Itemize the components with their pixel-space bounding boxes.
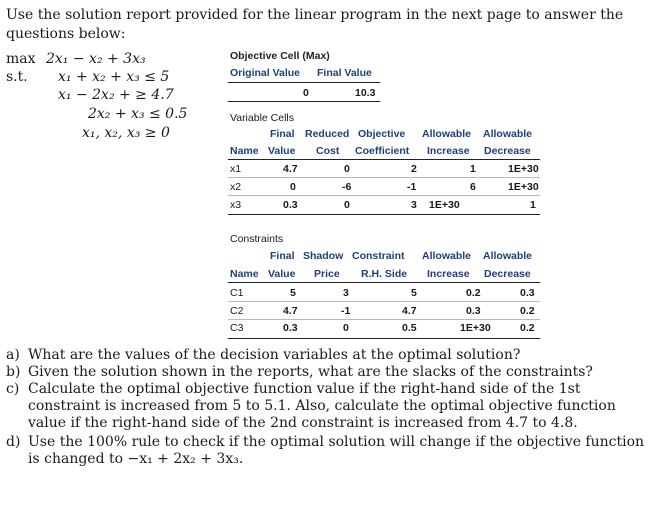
c-row-c1-rhs: 5 xyxy=(411,287,417,299)
vc-row-x2-dec: 1E+30 xyxy=(508,181,539,193)
c-row-c1-inc: 0.2 xyxy=(466,287,481,299)
question-c-text: Calculate the optimal objective function value if the right-hand side of the 1st constraint is increased from 5 to 5.1. Also, calculate the optimal objective function value if the right-hand side of the 2nd constraint is increased from 4.7 to 4.8. xyxy=(28,381,616,431)
c-row-c1-price: 3 xyxy=(343,287,349,299)
vc-row-x3-name: x3 xyxy=(230,199,242,211)
c-row-c2-rhs: 4.7 xyxy=(402,305,417,317)
vc-row-x1-inc: 1 xyxy=(470,163,476,175)
constraints-title: Constraints xyxy=(230,233,284,245)
c-header-final: Final xyxy=(270,250,295,262)
header-final-value: Final Value xyxy=(317,67,372,79)
c-row-rule xyxy=(228,301,540,302)
vc-header-name: Name xyxy=(230,145,259,157)
constraint-3: 2x₂ + x₃ ≤ 0.5 xyxy=(88,106,188,122)
c-header-name: Name xyxy=(230,268,259,280)
c-row-c3-value: 0.3 xyxy=(283,322,298,334)
c-header-allowable-2: Allowable xyxy=(483,250,533,262)
vc-header-decrease: Decrease xyxy=(484,145,531,157)
variable-cells-title: Variable Cells xyxy=(230,112,294,124)
c-header-increase: Increase xyxy=(427,268,470,280)
c-row-c3-rhs: 0.5 xyxy=(402,322,417,334)
c-row-c3-inc: 1E+30 xyxy=(460,322,491,334)
vc-header-objective: Objective xyxy=(358,128,406,140)
vc-header-final: Final xyxy=(270,128,295,140)
final-value-cell: 10.3 xyxy=(355,87,376,99)
vc-header-increase: Increase xyxy=(427,145,470,157)
c-row-c2-price: -1 xyxy=(341,305,351,317)
original-value-cell: 0 xyxy=(303,87,309,99)
c-header-shadow: Shadow xyxy=(303,250,344,262)
vc-header-coefficient: Coefficient xyxy=(355,145,410,157)
c-row-c2-name: C2 xyxy=(230,305,244,317)
c-row-c1-value: 5 xyxy=(290,287,296,299)
objective-cell-title: Objective Cell (Max) xyxy=(230,50,330,62)
vc-row-x1-name: x1 xyxy=(230,163,242,175)
c-row-c3-price: 0 xyxy=(343,322,349,334)
vc-row-x3-cost: 0 xyxy=(344,199,350,211)
vc-header-value: Value xyxy=(268,145,296,157)
vc-row-x3-value: 0.3 xyxy=(283,199,298,211)
c-row-c3-name: C3 xyxy=(230,322,244,334)
vc-row-x1-coef: 2 xyxy=(411,163,417,175)
question-b-label: b) xyxy=(6,364,21,380)
vc-row-x2-inc: 6 xyxy=(470,181,476,193)
question-d-label: d) xyxy=(6,434,21,450)
max-keyword: max xyxy=(6,51,36,67)
c-header-price: Price xyxy=(314,268,340,280)
vc-header-allowable-2: Allowable xyxy=(483,128,533,140)
subject-to-keyword: s.t. xyxy=(6,69,28,85)
vc-row-x3-coef: 3 xyxy=(411,199,417,211)
vc-row-rule xyxy=(228,177,540,178)
constraint-2: x₁ − 2x₂ + ≥ 4.7 xyxy=(58,87,174,103)
vc-header-reduced: Reduced xyxy=(305,128,350,140)
c-row-c1-dec: 0.3 xyxy=(520,287,535,299)
question-b-text: Given the solution shown in the reports, what are the slacks of the constraints? xyxy=(28,364,593,380)
vc-row-x1-value: 4.7 xyxy=(283,163,298,175)
c-row-c2-dec: 0.2 xyxy=(520,305,535,317)
vc-bottom-rule xyxy=(228,214,540,215)
question-d-text: Use the 100% rule to check if the optimal solution will change if the objective function is changed to −x₁ + 2x₂ + 3x₃. xyxy=(28,434,645,467)
c-header-decrease: Decrease xyxy=(484,268,531,280)
question-a-text: What are the values of the decision variables at the optimal solution? xyxy=(28,347,521,363)
c-row-c3-dec: 0.2 xyxy=(520,322,535,334)
header-original-value: Original Value xyxy=(230,67,301,79)
vc-header-cost: Cost xyxy=(316,145,340,157)
vc-header-allowable-1: Allowable xyxy=(422,128,472,140)
vc-header-rule xyxy=(228,159,540,160)
c-row-c1-name: C1 xyxy=(230,287,244,299)
c-bottom-rule xyxy=(228,338,540,339)
vc-row-x2-cost: -6 xyxy=(342,181,352,193)
objective-header-rule xyxy=(228,82,380,83)
objective-bottom-rule xyxy=(228,101,380,102)
c-header-constraint: Constraint xyxy=(352,250,405,262)
intro-paragraph: Use the solution report provided for the linear program in the next page to answer the questions below: xyxy=(6,7,624,42)
vc-row-x1-dec: 1E+30 xyxy=(508,163,539,175)
c-header-allowable-1: Allowable xyxy=(422,250,472,262)
vc-row-x2-coef: -1 xyxy=(407,181,417,193)
c-header-rule xyxy=(228,282,540,283)
vc-row-x3-dec: 1 xyxy=(530,199,536,211)
objective-function: 2x₁ − x₂ + 3x₃ xyxy=(46,51,146,67)
nonnegativity-constraint: x₁, x₂, x₃ ≥ 0 xyxy=(82,125,170,141)
vc-row-x2-name: x2 xyxy=(230,181,242,193)
vc-row-x1-cost: 0 xyxy=(344,163,350,175)
c-row-c2-value: 4.7 xyxy=(283,305,298,317)
question-c-label: c) xyxy=(6,381,20,397)
c-row-rule xyxy=(228,319,540,320)
c-header-value: Value xyxy=(268,268,296,280)
vc-row-x3-inc: 1E+30 xyxy=(429,199,460,211)
c-header-rhs: R.H. Side xyxy=(361,268,408,280)
vc-row-rule xyxy=(228,195,540,196)
constraint-1: x₁ + x₂ + x₃ ≤ 5 xyxy=(58,69,170,85)
vc-row-x2-value: 0 xyxy=(290,181,296,193)
question-a-label: a) xyxy=(6,347,20,363)
c-row-c2-inc: 0.3 xyxy=(466,305,481,317)
